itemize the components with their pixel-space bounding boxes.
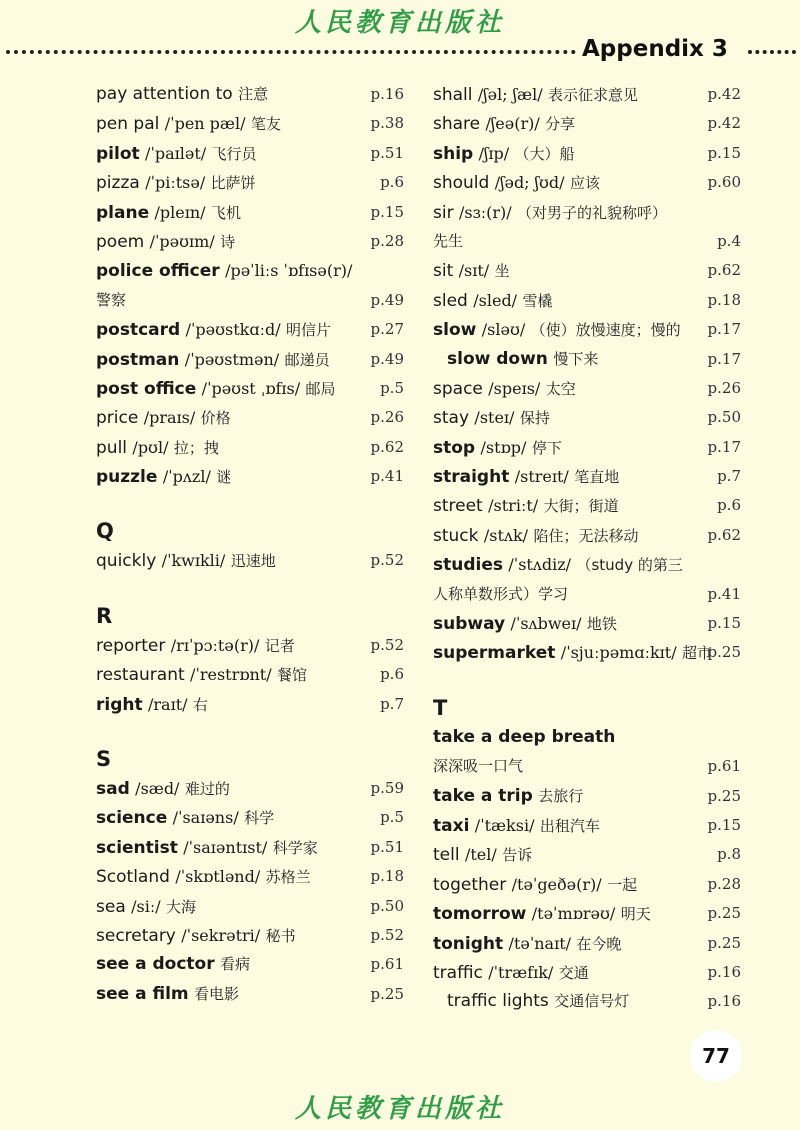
vocab-phonetic: /təˈgeðə(r)/ <box>511 874 602 894</box>
vocab-meaning: 保持 <box>519 409 550 428</box>
vocab-word: stuck <box>433 525 479 546</box>
vocab-entry <box>433 109 743 138</box>
vocab-phonetic: /streɪt/ <box>514 467 569 487</box>
vocab-phonetic: /steɪ/ <box>474 408 515 428</box>
section-letter: T <box>433 695 448 720</box>
vocab-entry <box>433 403 743 432</box>
vocab-meaning: 记者 <box>264 636 295 655</box>
vocab-page-ref: p.16 <box>707 962 741 981</box>
publisher-logo-top: 人民教育出版社 <box>294 8 505 38</box>
vocab-page-ref: p.16 <box>370 85 404 103</box>
vocab-meaning: 注意 <box>238 85 269 103</box>
vocab-word: shall <box>433 85 473 105</box>
vocab-entry <box>96 256 406 285</box>
vocab-page-ref: p.51 <box>370 143 404 162</box>
vocab-meaning: 大海 <box>166 897 197 916</box>
vocab-entry <box>433 580 743 609</box>
vocab-word: see a film <box>96 983 189 1004</box>
vocab-entry <box>433 987 743 1016</box>
vocab-entry <box>433 374 743 403</box>
vocab-entry <box>96 660 406 689</box>
vocab-entry <box>96 139 406 168</box>
vocab-page-ref: p.49 <box>370 349 404 368</box>
vocab-page-ref: p.18 <box>370 867 404 886</box>
vocab-word: science <box>96 808 168 829</box>
vocab-entry <box>433 256 743 285</box>
vocab-meaning: 飞机 <box>210 203 241 222</box>
vocab-phonetic: /ˈsjuːpəmɑːkɪt/ <box>560 643 677 663</box>
vocab-entry <box>96 803 406 832</box>
appendix-header <box>0 38 800 68</box>
vocab-page-ref: p.25 <box>370 984 404 1003</box>
vocab-entry <box>96 286 406 315</box>
vocab-meaning: 太空 <box>545 379 576 398</box>
vocab-word: take a deep breath <box>433 726 616 747</box>
vocab-entry <box>96 198 406 227</box>
vocab-meaning: 停下 <box>531 438 562 457</box>
vocab-entry <box>96 433 406 462</box>
vocab-phonetic: /ˈpəʊst ˌɒfɪs/ <box>201 378 301 398</box>
publisher-logo-bottom: 人民教育出版社 <box>294 1094 505 1124</box>
vocab-meaning: （大）船 <box>514 144 575 163</box>
vocab-meaning: 人称单数形式）学习 <box>433 584 569 603</box>
vocab-entry <box>96 345 406 374</box>
vocab-entry <box>96 168 406 197</box>
vocab-word: postcard <box>96 320 181 341</box>
vocab-entry <box>433 899 743 928</box>
section-gap <box>433 668 743 693</box>
vocab-phonetic: /ˈpəʊstkɑːd/ <box>185 320 281 340</box>
vocab-word: sad <box>96 779 130 800</box>
vocab-entry <box>433 782 743 811</box>
vocab-meaning: 秘书 <box>265 926 296 945</box>
vocab-word: pull <box>96 437 128 458</box>
vocab-entry <box>433 752 743 781</box>
vocab-phonetic: /sɪt/ <box>458 261 490 281</box>
vocab-entry <box>96 980 406 1009</box>
vocab-entry <box>96 403 406 432</box>
vocab-meaning: 餐馆 <box>277 666 308 685</box>
vocab-phonetic: /speɪs/ <box>488 378 541 398</box>
vocab-word: stay <box>433 408 470 429</box>
vocab-word: taxi <box>433 815 470 836</box>
vocab-page-ref: p.6 <box>380 665 404 684</box>
vocab-phonetic: /ˈsaɪəns/ <box>172 808 239 828</box>
section-letter: R <box>96 603 113 628</box>
vocab-meaning: 看病 <box>220 955 251 974</box>
vocab-word: poem <box>96 231 145 252</box>
vocab-page-ref: p.52 <box>370 925 404 944</box>
vocab-word: pizza <box>96 173 140 194</box>
vocab-meaning: 谜 <box>216 468 232 487</box>
vocab-page-ref: p.59 <box>370 779 404 798</box>
vocab-meaning: 出租汽车 <box>539 816 600 835</box>
vocab-meaning: 先生 <box>433 231 464 250</box>
vocab-page-ref: p.61 <box>370 955 404 974</box>
vocab-page-ref: p.41 <box>707 584 741 603</box>
vocab-phonetic: /raɪt/ <box>148 694 188 714</box>
vocab-entry <box>433 139 743 168</box>
vocab-meaning: （对男子的礼貌称呼） <box>517 203 668 222</box>
vocab-word: sled <box>433 290 468 311</box>
vocab-word: tonight <box>433 933 504 954</box>
vocab-entry <box>96 227 406 256</box>
vocab-page-ref: p.60 <box>707 173 741 192</box>
vocab-page-ref: p.42 <box>707 114 741 133</box>
vocab-meaning: 迅速地 <box>230 552 276 571</box>
vocab-meaning: 价格 <box>200 409 231 428</box>
vocab-entry <box>433 723 743 752</box>
vocab-meaning: 慢下来 <box>553 349 599 368</box>
appendix-title: Appendix 3 <box>582 36 728 62</box>
vocab-entry <box>433 958 743 987</box>
vocab-word: postman <box>96 349 180 370</box>
vocab-entry <box>433 345 743 374</box>
section-gap <box>96 491 406 516</box>
page-number: 77 <box>690 1030 742 1082</box>
vocab-phonetic: /stʌk/ <box>483 525 529 545</box>
vocab-word: traffic <box>433 962 483 983</box>
vocab-meaning: 分享 <box>545 115 576 134</box>
vocab-word: tell <box>433 845 460 866</box>
vocab-entry <box>433 80 743 109</box>
vocab-meaning: 拉；拽 <box>173 438 219 457</box>
vocab-page-ref: p.16 <box>707 992 741 1011</box>
vocab-phonetic: /ˈsʌbweɪ/ <box>510 614 582 634</box>
vocab-page-ref: p.28 <box>707 874 741 893</box>
vocab-word: pen pal <box>96 114 160 135</box>
vocab-page-ref: p.62 <box>707 261 741 280</box>
vocab-entry <box>433 811 743 840</box>
vocab-entry <box>433 638 743 667</box>
vocab-meaning: 大街；街道 <box>543 497 619 516</box>
vocab-entry <box>96 833 406 862</box>
vocab-entry <box>96 774 406 803</box>
vocab-page-ref: p.49 <box>370 290 404 309</box>
vocab-word: should <box>433 173 490 194</box>
vocab-page-ref: p.27 <box>370 320 404 339</box>
vocab-phonetic: /sɜː(r)/ <box>458 202 512 222</box>
vocab-meaning: 飞行员 <box>211 144 257 163</box>
vocab-meaning: 警察 <box>96 290 127 309</box>
vocab-word: supermarket <box>433 643 556 664</box>
vocab-meaning: 看电影 <box>194 984 240 1003</box>
vocab-page-ref: p.5 <box>380 808 404 827</box>
vocab-page-ref: p.4 <box>717 231 741 250</box>
vocab-word: pay attention to <box>96 84 233 104</box>
vocab-entry <box>433 198 743 227</box>
vocab-phonetic: /ˈpaɪlət/ <box>145 143 207 163</box>
vocab-phonetic: /sæd/ <box>135 779 180 799</box>
vocab-entry <box>433 168 743 197</box>
vocab-phonetic: /ˈstʌdiz/ <box>508 555 572 575</box>
vocab-entry <box>433 550 743 579</box>
vocab-word: space <box>433 378 483 399</box>
vocab-page-ref: p.25 <box>707 904 741 923</box>
vocab-phonetic: /təˈmɒrəʊ/ <box>531 904 616 924</box>
vocab-page-ref: p.52 <box>370 551 404 570</box>
vocab-meaning: 在今晚 <box>576 934 622 953</box>
vocab-page-ref: p.17 <box>707 320 741 339</box>
vocab-word: quickly <box>96 551 157 572</box>
vocab-word: plane <box>96 202 150 223</box>
vocab-word: slow down <box>447 348 548 369</box>
vocab-meaning: 邮局 <box>305 379 336 398</box>
vocab-word: reporter <box>96 635 166 656</box>
vocab-page-ref: p.62 <box>370 437 404 456</box>
vocab-word: subway <box>433 614 506 635</box>
vocab-entry <box>433 929 743 958</box>
vocab-page-ref: p.7 <box>717 467 741 486</box>
vocab-meaning: 科学家 <box>272 838 318 857</box>
vocab-word: traffic lights <box>447 991 549 1012</box>
vocab-phonetic: /ˈsekrətri/ <box>181 925 261 945</box>
vocab-meaning: 地铁 <box>586 615 617 634</box>
vocab-phonetic: /praɪs/ <box>143 408 196 428</box>
vocab-meaning: 笔直地 <box>574 468 620 487</box>
vocab-entry <box>433 462 743 491</box>
vocab-entry <box>433 870 743 899</box>
vocab-phonetic: /pleɪn/ <box>154 202 206 222</box>
vocab-phonetic: /ˈpʌzl/ <box>162 467 211 487</box>
vocab-word: Scotland <box>96 867 170 888</box>
vocab-page-ref: p.25 <box>707 786 741 805</box>
vocab-meaning: 明信片 <box>286 321 332 340</box>
vocab-phonetic: /sled/ <box>473 290 518 310</box>
vocab-entry <box>96 546 406 575</box>
vocab-entry <box>96 631 406 660</box>
vocab-entry <box>433 840 743 869</box>
vocab-page-ref: p.50 <box>707 408 741 427</box>
vocab-meaning: 科学 <box>244 809 275 828</box>
vocab-phonetic: /ˈrestrɒnt/ <box>190 665 272 685</box>
vocab-word: ship <box>433 143 474 164</box>
vocab-meaning: 表示征求意见 <box>548 86 639 104</box>
vocab-page-ref: p.15 <box>707 614 741 633</box>
vocab-page-ref: p.50 <box>370 896 404 915</box>
vocab-word: straight <box>433 467 510 488</box>
vocab-page-ref: p.61 <box>707 757 741 776</box>
vocab-word: scientist <box>96 837 178 858</box>
section-letter: S <box>96 747 112 772</box>
vocab-entry <box>96 690 406 719</box>
vocab-meaning: 诗 <box>220 232 236 251</box>
vocabulary-column-right <box>433 80 743 1017</box>
vocab-phonetic: /pəˈliːs ˈɒfɪsə(r)/ <box>225 261 353 281</box>
vocab-meaning: 苏格兰 <box>265 868 311 887</box>
vocab-page-ref: p.26 <box>707 378 741 397</box>
vocab-word: sit <box>433 261 454 282</box>
vocab-phonetic: /ˈpen pæl/ <box>164 114 246 134</box>
section-letter: Q <box>96 519 114 544</box>
vocab-meaning: 超市 <box>682 644 713 663</box>
vocab-phonetic: /tel/ <box>464 845 497 865</box>
vocab-word: right <box>96 694 143 715</box>
vocab-phonetic: /ˈpiːtsə/ <box>145 173 206 193</box>
dotted-divider-right <box>748 50 796 54</box>
vocab-meaning: 雪橇 <box>522 291 553 310</box>
vocab-entry <box>96 462 406 491</box>
vocab-page-ref: p.25 <box>707 643 741 662</box>
vocab-page-ref: p.17 <box>707 349 741 368</box>
vocab-page-ref: p.42 <box>707 85 741 103</box>
vocab-phonetic: /ˈtræfɪk/ <box>488 962 554 982</box>
vocab-meaning: 坐 <box>494 262 510 281</box>
vocab-entry <box>433 227 743 256</box>
vocab-word: sea <box>96 896 126 917</box>
vocab-meaning: 交通信号灯 <box>554 992 630 1011</box>
vocab-word: secretary <box>96 925 176 946</box>
vocab-word: price <box>96 408 139 429</box>
vocab-meaning: 应该 <box>569 174 600 193</box>
vocab-page-ref: p.18 <box>707 290 741 309</box>
vocab-word: studies <box>433 555 503 576</box>
vocab-page-ref: p.38 <box>370 114 404 133</box>
vocab-phonetic: /ˈpəʊstmən/ <box>184 349 280 369</box>
vocab-page-ref: p.52 <box>370 635 404 654</box>
vocab-page-ref: p.5 <box>380 378 404 397</box>
vocab-entry <box>433 315 743 344</box>
section-gap <box>96 719 406 744</box>
vocab-phonetic: /ˈpəʊɪm/ <box>149 231 215 251</box>
vocab-word: street <box>433 496 483 517</box>
vocab-meaning: 比萨饼 <box>210 174 256 193</box>
vocab-word: police officer <box>96 261 220 282</box>
vocab-word: post office <box>96 378 197 399</box>
vocab-phonetic: /striːt/ <box>488 496 539 516</box>
vocab-word: slow <box>433 320 477 341</box>
vocab-phonetic: /ˈskɒtlənd/ <box>175 867 261 887</box>
vocab-entry <box>96 109 406 138</box>
vocab-page-ref: p.6 <box>380 173 404 192</box>
vocab-meaning: 交通 <box>558 963 589 982</box>
vocab-meaning: 右 <box>192 695 208 714</box>
vocab-meaning: （使）放慢速度；慢的 <box>530 321 681 340</box>
vocab-meaning: 告诉 <box>502 846 533 865</box>
vocab-meaning: 笔友 <box>250 115 281 134</box>
vocab-phonetic: /sləʊ/ <box>481 320 526 340</box>
vocab-entry <box>96 80 406 109</box>
vocab-page-ref: p.15 <box>707 143 741 162</box>
vocab-word: stop <box>433 437 476 458</box>
vocab-entry <box>433 521 743 550</box>
vocab-phonetic: /rɪˈpɔːtə(r)/ <box>170 635 260 655</box>
vocab-meaning: 陷住；无法移动 <box>533 526 639 545</box>
vocab-word: see a doctor <box>96 954 215 975</box>
vocab-phonetic: /təˈnaɪt/ <box>508 933 572 953</box>
vocab-word: pilot <box>96 143 140 164</box>
vocab-phonetic: /ˈsaɪəntɪst/ <box>183 837 268 857</box>
vocab-meaning: （study 的第三 <box>576 556 683 575</box>
vocab-entry <box>433 433 743 462</box>
vocab-phonetic: /ˈtæksi/ <box>474 815 535 835</box>
vocab-entry <box>96 374 406 403</box>
section-gap <box>96 576 406 601</box>
vocab-word: sir <box>433 202 454 223</box>
vocab-phonetic: /stɒp/ <box>480 437 527 457</box>
vocab-meaning: 去旅行 <box>538 786 584 805</box>
vocab-phonetic: /ʃəl; ʃæl/ <box>477 85 543 104</box>
vocab-entry <box>433 491 743 520</box>
vocab-entry <box>96 921 406 950</box>
vocab-word: tomorrow <box>433 904 527 925</box>
vocab-entry <box>433 609 743 638</box>
vocab-page-ref: p.25 <box>707 933 741 952</box>
vocab-word: together <box>433 874 507 895</box>
dotted-divider-left <box>6 50 576 54</box>
vocab-word: share <box>433 114 481 135</box>
vocab-page-ref: p.41 <box>370 467 404 486</box>
vocab-phonetic: /ʃeə(r)/ <box>485 114 540 134</box>
vocab-meaning: 难过的 <box>184 780 230 799</box>
vocab-phonetic: /ʃɪp/ <box>478 143 510 163</box>
vocab-page-ref: p.7 <box>380 694 404 713</box>
vocab-word: puzzle <box>96 467 158 488</box>
vocab-meaning: 明天 <box>620 905 651 924</box>
vocab-page-ref: p.28 <box>370 231 404 250</box>
vocab-page-ref: p.15 <box>370 202 404 221</box>
vocab-phonetic: /siː/ <box>131 896 161 916</box>
vocab-page-ref: p.17 <box>707 437 741 456</box>
vocab-phonetic: /ˈkwɪkli/ <box>161 551 226 571</box>
vocab-entry <box>96 315 406 344</box>
vocab-word: take a trip <box>433 785 533 806</box>
vocab-entry <box>96 892 406 921</box>
vocab-page-ref: p.6 <box>717 496 741 515</box>
vocab-phonetic: /pʊl/ <box>132 437 169 457</box>
vocab-entry <box>96 862 406 891</box>
vocab-phonetic: /ʃəd; ʃʊd/ <box>494 173 565 193</box>
vocab-word: restaurant <box>96 665 185 686</box>
vocab-entry <box>433 286 743 315</box>
vocab-page-ref: p.8 <box>717 845 741 864</box>
vocab-page-ref: p.26 <box>370 408 404 427</box>
vocabulary-column-left <box>96 80 406 1009</box>
vocab-meaning: 一起 <box>607 875 638 894</box>
vocab-meaning: 深深吸一口气 <box>433 757 524 776</box>
vocab-page-ref: p.51 <box>370 837 404 856</box>
vocab-page-ref: p.62 <box>707 525 741 544</box>
vocab-page-ref: p.15 <box>707 815 741 834</box>
vocab-meaning: 邮递员 <box>284 350 330 369</box>
vocab-entry <box>96 950 406 979</box>
